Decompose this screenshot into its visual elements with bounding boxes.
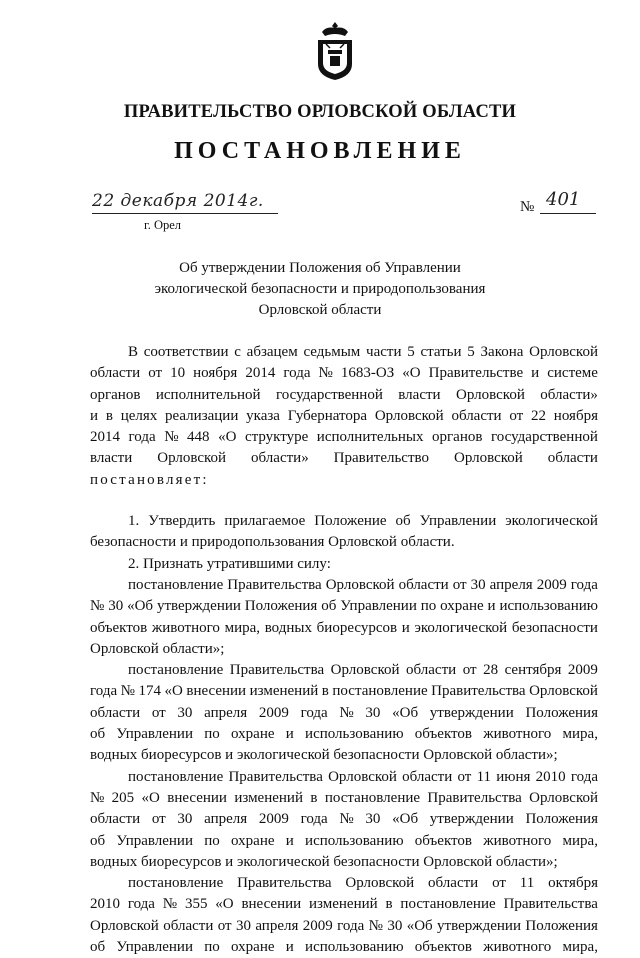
subject-line: экологической безопасности и природопользования [154,281,486,297]
body-line: 1. Утвердить прилагаемое Положение об Управлении экологической [128,513,598,530]
city-label: г. Орел [144,218,182,232]
body-line: безопасности и природопользования Орловской области. [90,534,455,551]
body-line: органов исполнительной государственной власти Орловской области» [90,386,598,403]
body-line: Орловской области»; [90,640,225,657]
body-line: области от 30 апреля 2009 года № 30 «Об утверждении Положения [90,704,598,721]
handwritten-number: 401 [546,189,581,210]
body-line: 2010 года № 355 «О внесении изменений в постановление Правительства [90,896,598,913]
body-line: № 30 «Об утверждении Положения об Управлении по охране и использованию [90,598,598,615]
body-line: постановляет: [90,471,209,488]
number-underline [540,213,596,214]
body-line: объектов животного мира, водных биоресурсов и экологической безопасности [90,619,598,636]
subject-line: Орловской области [258,302,382,318]
body-line: постановление Правительства Орловской области от 28 сентября 2009 [128,662,598,679]
document-body [90,342,598,958]
date-underline [92,213,278,214]
body-line: В соответствии с абзацем седьмым части 5 статьи 5 Закона Орловской [128,344,598,360]
coat-of-arms-emblem [314,20,356,82]
body-line: 2014 года № 448 «О структуре исполнительных органов государственной [90,429,598,446]
body-line: постановление Правительства Орловской области от 11 октября [128,875,598,892]
body-line: года № 174 «О внесении изменений в постановление Правительства Орловской [90,683,598,700]
body-line: № 205 «О внесении изменений в постановление Правительства Орловской [90,789,598,806]
body-line: водных биоресурсов и экологической безопасности Орловской области»; [90,853,558,870]
body-line: водных биоресурсов и экологической безопасности Орловской области»; [90,747,558,764]
handwritten-date: 22 декабря 2014г. [92,191,264,211]
body-line: области от 10 ноября 2014 года № 1683-ОЗ «О Правительстве и системе [90,365,598,382]
body-line: области от 30 апреля 2009 года № 30 «Об утверждении Положения [90,811,598,828]
body-line: Орловской области от 30 апреля 2009 года № 30 «Об утверждении Положения [90,917,598,934]
body-line: 2. Признать утратившими силу: [128,555,331,572]
organization-title: ПРАВИТЕЛЬСТВО ОРЛОВСКОЙ ОБЛАСТИ [123,102,517,122]
body-line: власти Орловской области» Правительство Орловской области [90,450,598,467]
body-line: постановление Правительства Орловской области от 11 июня 2010 года [128,768,598,785]
document-subject [0,258,640,321]
body-line: об Управлении по охране и использованию объектов животного мира, [90,832,598,849]
body-line: постановление Правительства Орловской области от 30 апреля 2009 года [128,576,598,593]
number-label: № [520,199,535,215]
subject-line: Об утверждении Положения об Управлении [179,260,461,276]
body-line: об Управлении по охране и использованию объектов животного мира, [90,726,598,743]
document-type-title: ПОСТАНОВЛЕНИЕ [174,138,466,164]
body-line: об Управлении по охране и использованию объектов животного мира, [90,939,598,956]
body-line: и в целях реализации указа Губернатора Орловской области от 22 ноября [90,407,598,424]
paragraph-gap [90,491,598,511]
